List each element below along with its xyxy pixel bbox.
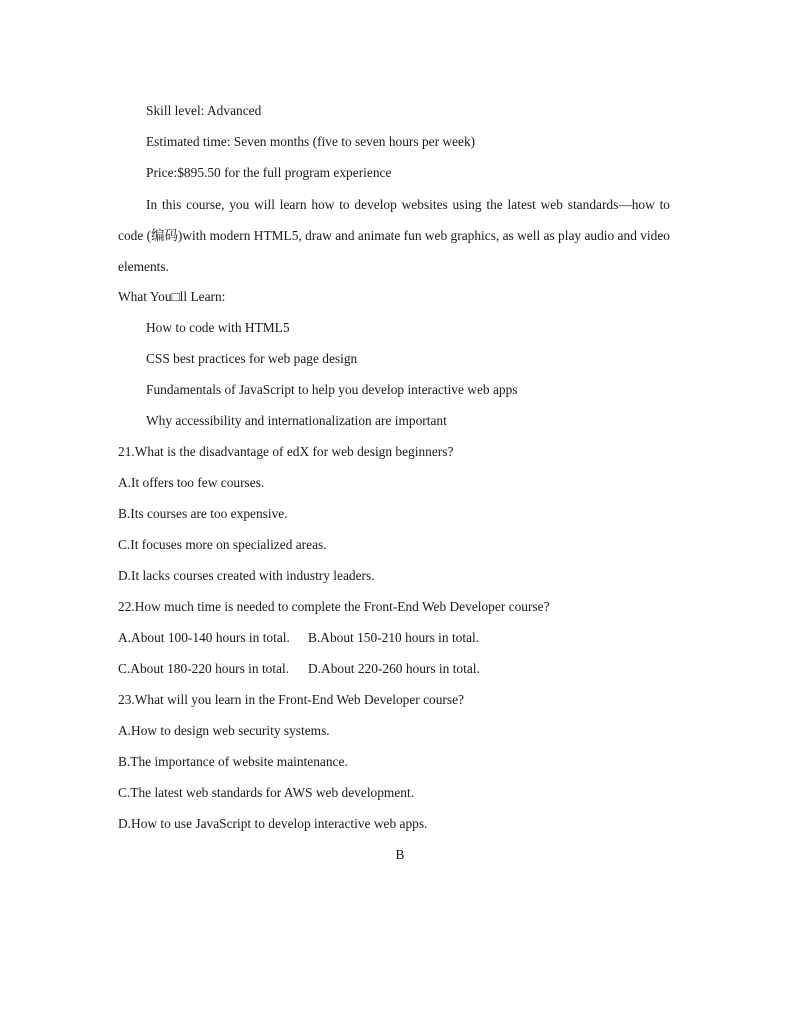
learn-item: CSS best practices for web page design bbox=[146, 351, 358, 366]
question-21-stem: 21.What is the disadvantage of edX for web design beginners? bbox=[118, 444, 454, 459]
question-22-option-c: C.About 180-220 hours in total. bbox=[118, 661, 290, 676]
learn-item: Fundamentals of JavaScript to help you develop interactive web apps bbox=[146, 382, 518, 397]
price: Price:$895.50 for the full program experience bbox=[146, 165, 392, 180]
question-22-stem: 22.How much time is needed to complete the Front-End Web Developer course? bbox=[118, 599, 550, 614]
question-23-option-a: A.How to design web security systems. bbox=[118, 723, 330, 738]
skill-level: Skill level: Advanced bbox=[146, 103, 262, 118]
course-description: In this course, you will learn how to develop websites using the latest web standards—how to code (编码)with modern HTML5, draw and animate fun web graphics, as well as play audio and video elements. bbox=[118, 197, 670, 274]
question-21-option-d: D.It lacks courses created with industry leaders. bbox=[118, 568, 375, 583]
learn-heading: What You□ll Learn: bbox=[118, 289, 226, 304]
question-23-stem: 23.What will you learn in the Front-End Web Developer course? bbox=[118, 692, 464, 707]
learn-item: How to code with HTML5 bbox=[146, 320, 290, 335]
question-21-option-c: C.It focuses more on specialized areas. bbox=[118, 537, 327, 552]
learn-item: Why accessibility and internationalization are important bbox=[146, 413, 447, 428]
estimated-time: Estimated time: Seven months (five to seven hours per week) bbox=[146, 134, 476, 149]
question-23-option-c: C.The latest web standards for AWS web development. bbox=[118, 785, 415, 800]
question-22-option-a: A.About 100-140 hours in total. bbox=[118, 630, 290, 645]
question-23-option-d: D.How to use JavaScript to develop interactive web apps. bbox=[118, 816, 428, 831]
question-22-row-ab bbox=[118, 628, 678, 648]
question-22-option-b: B.About 150-210 hours in total. bbox=[308, 630, 480, 645]
question-23-option-b: B.The importance of website maintenance. bbox=[118, 754, 348, 769]
question-22-option-d: D.About 220-260 hours in total. bbox=[308, 661, 480, 676]
question-22-row-cd bbox=[118, 659, 678, 679]
question-21-option-b: B.Its courses are too expensive. bbox=[118, 506, 288, 521]
question-21-option-a: A.It offers too few courses. bbox=[118, 475, 265, 490]
section-marker: B bbox=[395, 847, 405, 862]
